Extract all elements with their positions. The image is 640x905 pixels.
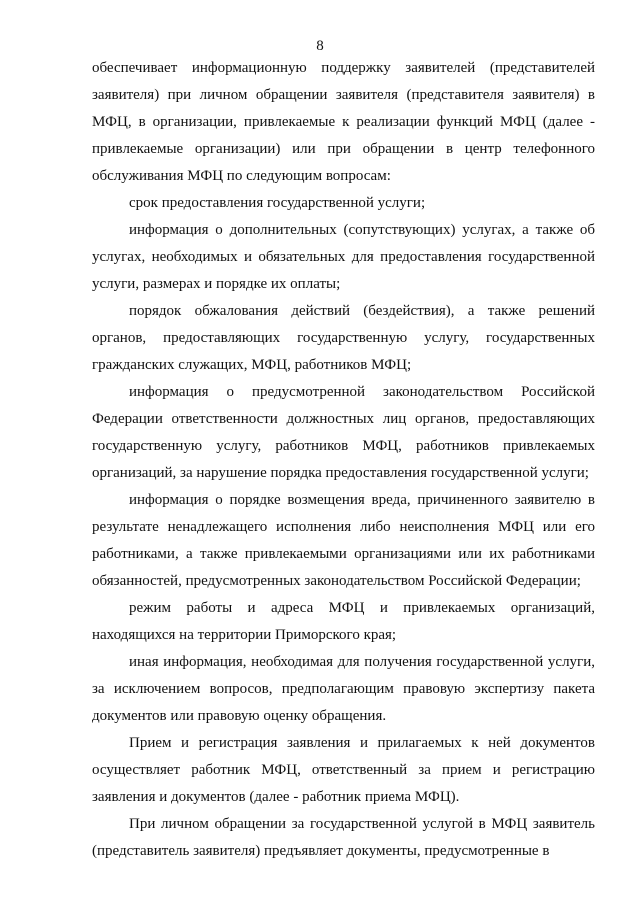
paragraph-3: информация о дополнительных (сопутствующих) услугах, а также об услугах, необходимых и обязательных для предоставления государственной услуги, размерах и порядке их оплаты; — [92, 222, 595, 292]
paragraph-5: информация о предусмотренной законодательством Российской Федерации ответственности должностных лиц органов, предоставляющих государственную услугу, работников МФЦ, работников привлекаемых организаций, за нарушение порядка предоставления государственной услуги; — [92, 384, 595, 481]
paragraph-2: срок предоставления государственной услуги; — [129, 195, 426, 211]
paragraph-10: При личном обращении за государственной услугой в МФЦ заявитель (представитель заявителя) предъявляет документы, предусмотренные в — [92, 816, 595, 859]
page-number: 8 — [316, 38, 324, 54]
paragraph-1: обеспечивает информационную поддержку заявителей (представителей заявителя) при личном обращении заявителя (представителя заявителя) в МФЦ, в организации, привлекаемые к реализации функций МФЦ (далее - привлекаемые организации) или при обращении в центр телефонного обслуживания МФЦ по следующим вопросам: — [92, 60, 595, 184]
document-body — [92, 55, 595, 865]
paragraph-8: иная информация, необходимая для получения государственной услуги, за исключением вопросов, предполагающим правовую экспертизу пакета документов или правовую оценку обращения. — [92, 654, 595, 724]
paragraph-6: информация о порядке возмещения вреда, причиненного заявителю в результате ненадлежащего исполнения либо неисполнения МФЦ или его работниками, а также привлекаемыми организациями или их работниками обязанностей, предусмотренных законодательством Российской Федерации; — [92, 492, 595, 589]
paragraph-4: порядок обжалования действий (бездействия), а также решений органов, предоставляющих государственную услугу, государственных гражданских служащих, МФЦ, работников МФЦ; — [92, 303, 595, 373]
paragraph-9: Прием и регистрация заявления и прилагаемых к ней документов осуществляет работник МФЦ, ответственный за прием и регистрацию заявления и документов (далее - работник приема МФЦ). — [92, 735, 595, 805]
paragraph-7: режим работы и адреса МФЦ и привлекаемых организаций, находящихся на территории Приморского края; — [92, 600, 595, 643]
